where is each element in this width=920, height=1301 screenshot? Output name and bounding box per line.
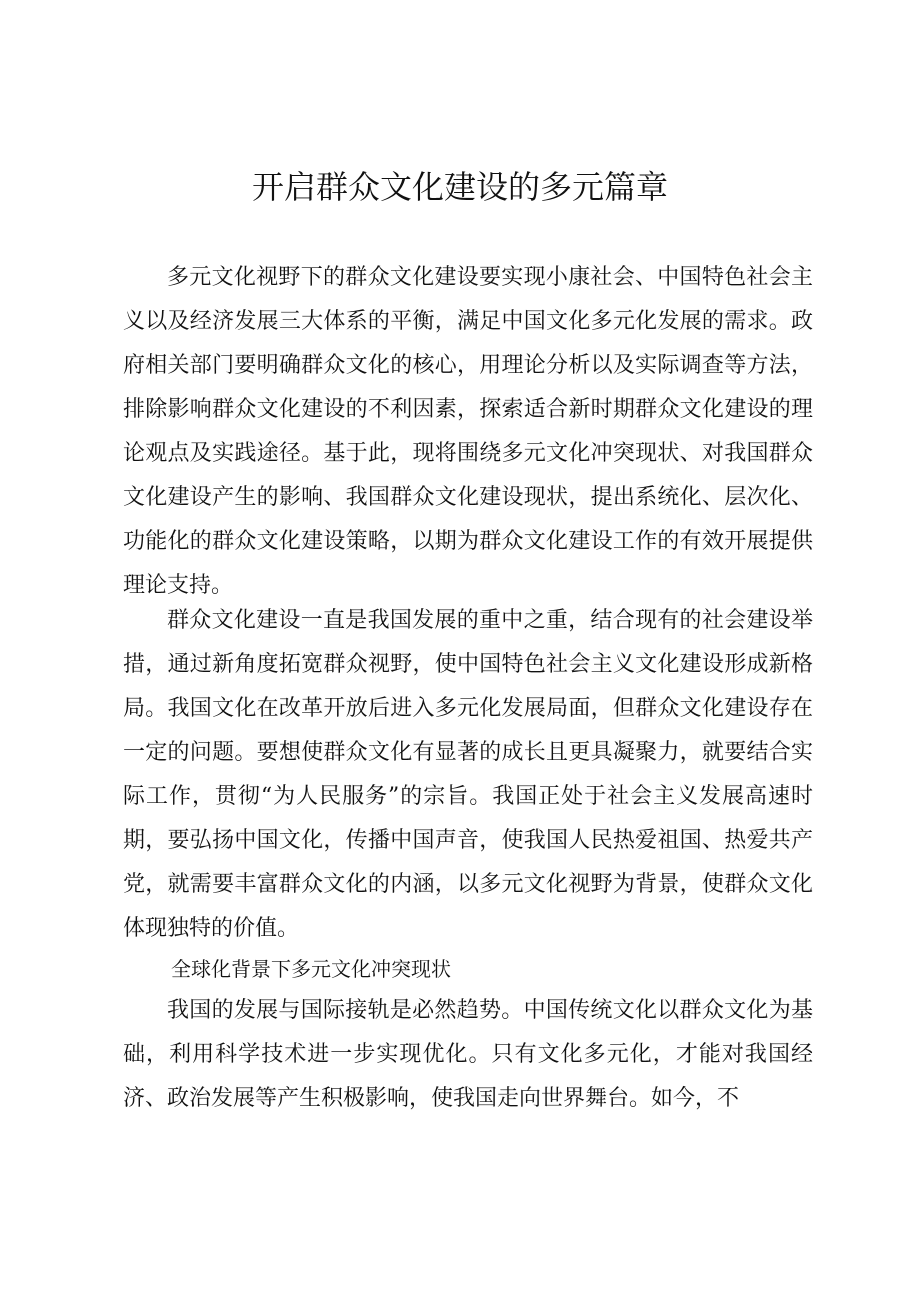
body-paragraph-2: 群众文化建设一直是我国发展的重中之重，结合现有的社会建设举措，通过新角度拓宽群众视野，使中国特色社会主义文化建设形成新格局。我国文化在改革开放后进入多元化发展局面，但群众文化建设存在一定的问题。要想使群众文化有显著的成长且更具凝聚力，就要结合实际工作，贯彻“为人民服务”的宗旨。我国正处于社会主义发展高速时期，要弘扬中国文化，传播中国声音，使我国人民热爱祖国、热爱共产党，就需要丰富群众文化的内涵，以多元文化视野为背景，使群众文化体现独特的价值。: [123, 608, 813, 941]
document-title: 开启群众文化建设的多元篇章: [251, 168, 668, 206]
body-paragraph-3: 我国的发展与国际接轨是必然趋势。中国传统文化以群众文化为基础，利用科学技术进一步实现优化。只有文化多元化，才能对我国经济、政治发展等产生积极影响，使我国走向世界舞台。如今，不: [123, 998, 813, 1111]
body-paragraph-1: 多元文化视野下的群众文化建设要实现小康社会、中国特色社会主义以及经济发展三大体系的平衡，满足中国文化多元化发展的需求。政府相关部门要明确群众文化的核心，用理论分析以及实际调查等方法，排除影响群众文化建设的不利因素，探索适合新时期群众文化建设的理论观点及实践途径。基于此，现将围绕多元文化冲突现状、对我国群众文化建设产生的影响、我国群众文化建设现状，提出系统化、层次化、功能化的群众文化建设策略，以期为群众文化建设工作的有效开展提供理论支持。: [123, 265, 813, 598]
section-heading: 全球化背景下多元文化冲突现状: [171, 957, 451, 981]
